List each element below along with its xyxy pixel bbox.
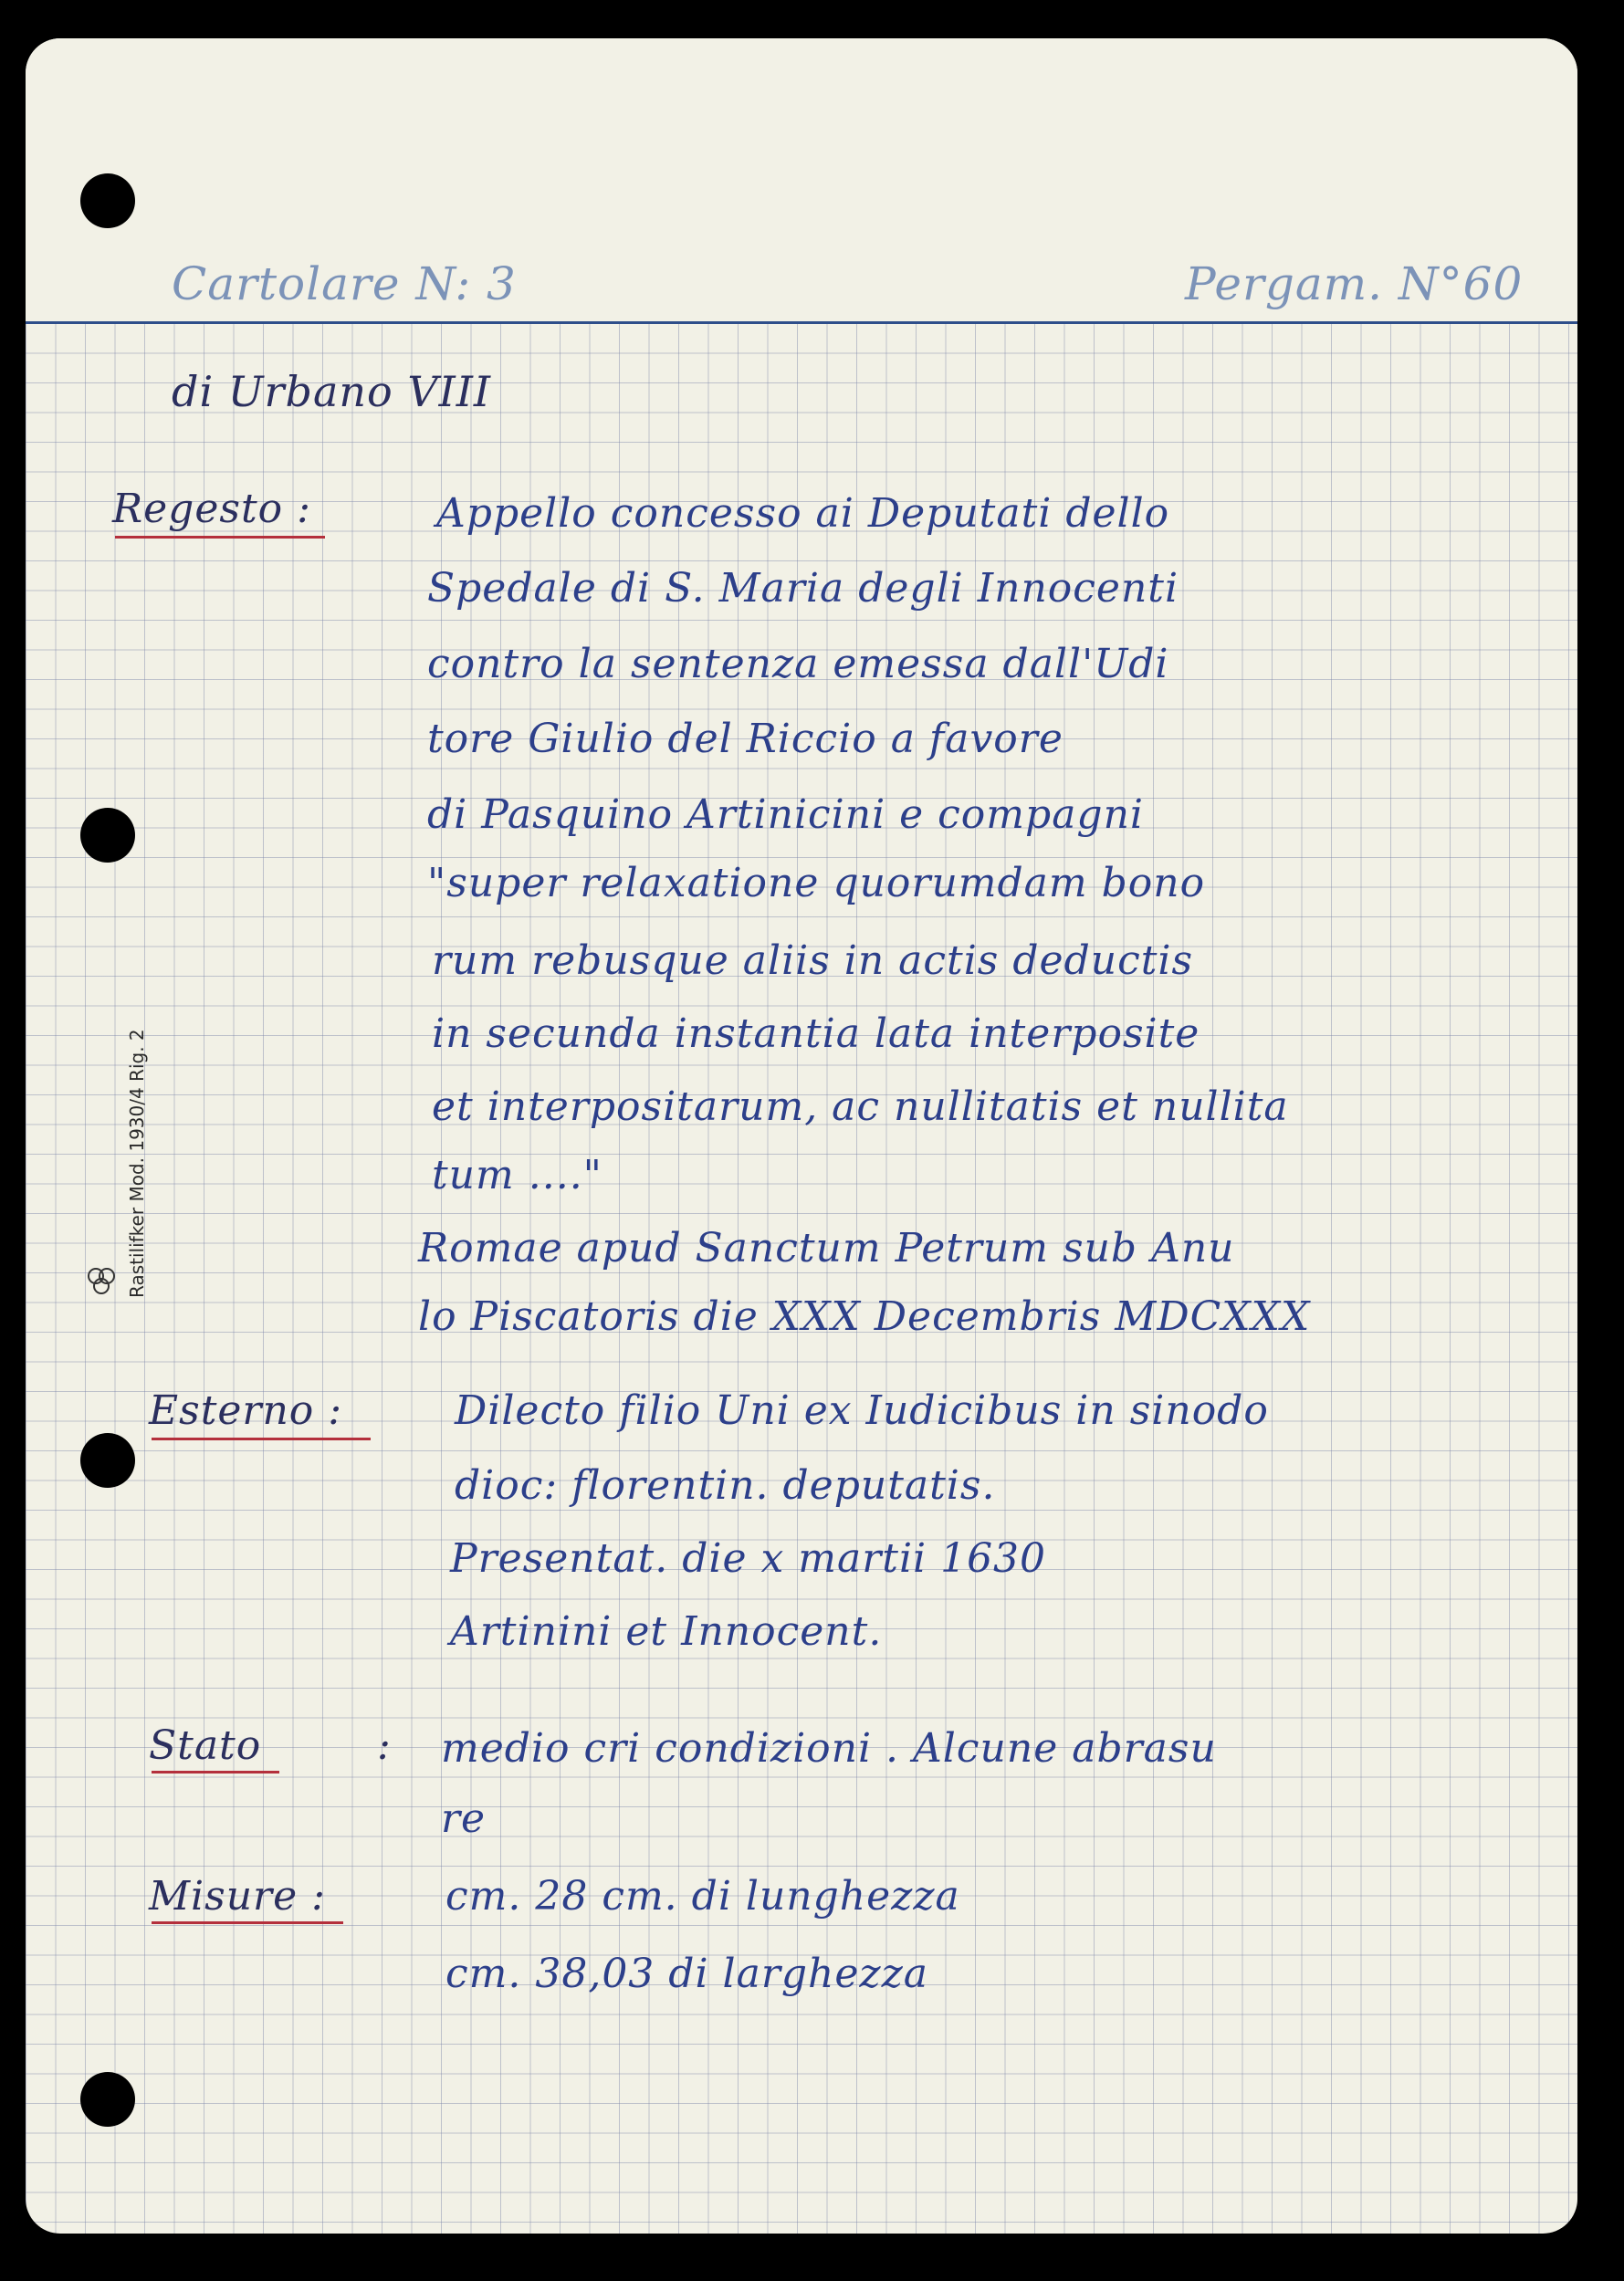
regesto-underline <box>115 536 325 539</box>
regesto-line: contro la sentenza emessa dall'Udi <box>427 641 1169 687</box>
margin-print: Rastilifker Mod. 1930/4 Rig. 2 <box>126 1029 148 1298</box>
stato-line: medio cri condizioni . Alcune abrasu <box>441 1725 1217 1772</box>
label-stato: Stato <box>149 1722 262 1769</box>
misure-underline <box>152 1921 343 1924</box>
regesto-line: "super relaxatione quorumdam bono <box>427 860 1206 906</box>
regesto-line: lo Piscatoris die XXX Decembris MDCXXX <box>418 1293 1311 1340</box>
label-regesto: Regesto : <box>112 486 311 532</box>
label-esterno: Esterno : <box>149 1387 343 1434</box>
esterno-line: Presentat. die x martii 1630 <box>450 1535 1047 1582</box>
index-card <box>26 38 1577 2234</box>
stato-colon: : <box>377 1722 392 1769</box>
punch-hole <box>80 2072 135 2127</box>
regesto-line: tore Giulio del Riccio a favore <box>427 716 1063 762</box>
esterno-line: Artinini et Innocent. <box>450 1608 883 1655</box>
label-misure: Misure : <box>149 1873 326 1920</box>
regesto-line: tum ...." <box>432 1152 602 1198</box>
misure-line: cm. 38,03 di larghezza <box>445 1951 928 1997</box>
esterno-line: Dilecto filio Uni ex Iudicibus in sinodo <box>455 1387 1269 1434</box>
misure-line: cm. 28 cm. di lunghezza <box>445 1873 960 1920</box>
printer-logo-icon <box>86 1266 117 1297</box>
regesto-line: Appello concesso ai Deputati dello <box>436 490 1170 537</box>
esterno-underline <box>152 1438 371 1440</box>
regesto-line: in secunda instantia lata interposite <box>432 1010 1200 1057</box>
esterno-line: dioc: florentin. deputatis. <box>455 1462 996 1509</box>
punch-hole <box>80 808 135 863</box>
punch-hole <box>80 173 135 228</box>
regesto-line: et interpositarum, ac nullitatis et nullita <box>432 1083 1289 1130</box>
regesto-line: rum rebusque aliis in actis deductis <box>432 937 1194 984</box>
punch-hole <box>80 1433 135 1488</box>
subtitle: di Urbano VIII <box>172 367 492 416</box>
stato-line: re <box>441 1795 487 1842</box>
header-pergamena: Pergam. N°60 <box>1185 257 1524 310</box>
regesto-line: Romae apud Sanctum Petrum sub Anu <box>418 1225 1235 1271</box>
regesto-line: Spedale di S. Maria degli Innocenti <box>427 565 1179 612</box>
header-rule <box>26 321 1577 324</box>
stato-underline <box>152 1771 279 1774</box>
regesto-line: di Pasquino Artinicini e compagni <box>427 791 1144 838</box>
header-cartolare: Cartolare N: 3 <box>172 257 517 310</box>
